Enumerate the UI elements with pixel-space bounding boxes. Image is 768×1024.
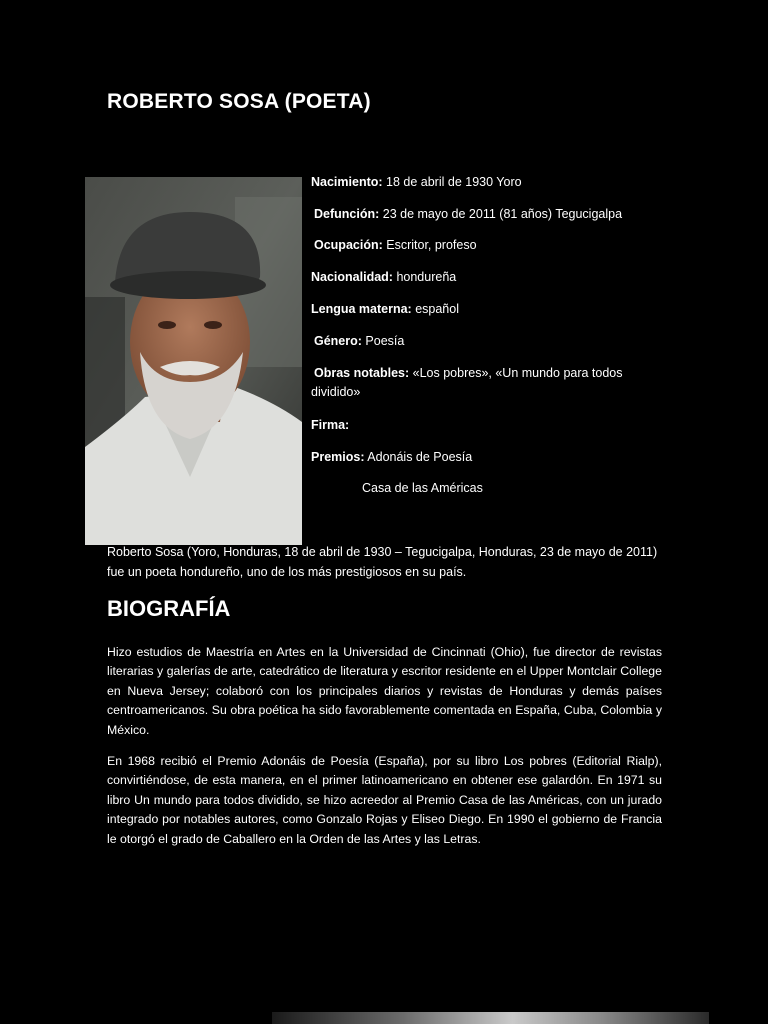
- fact-value: 23 de mayo de 2011 (81 años) Tegucigalpa: [379, 207, 623, 221]
- fact-value: 18 de abril de 1930 Yoro: [382, 175, 522, 189]
- fact-value: Poesía: [361, 334, 405, 348]
- fact-value: «Los pobres», «Un mundo para todos dividido»: [311, 366, 623, 399]
- fact-value: español: [411, 302, 459, 316]
- biography-heading: BIOGRAFÍA: [107, 596, 231, 621]
- fact-value: Casa de las Américas: [362, 481, 483, 495]
- page-title: ROBERTO SOSA (POETA): [107, 90, 371, 113]
- fact-lengua: [311, 300, 459, 319]
- fact-premios: [311, 448, 472, 467]
- fact-nacionalidad: [311, 268, 456, 287]
- fact-label: Lengua materna:: [311, 302, 412, 316]
- next-page-image-edge: [272, 1012, 709, 1024]
- fact-value: Adonáis de Poesía: [364, 450, 473, 464]
- fact-label: Premios:: [311, 450, 365, 464]
- fact-ocupacion: [314, 236, 477, 255]
- fact-label: Ocupación:: [314, 238, 383, 252]
- fact-value: Escritor, profeso: [382, 238, 477, 252]
- fact-label: Género:: [314, 334, 362, 348]
- fact-firma: [311, 416, 349, 435]
- fact-label: Firma:: [311, 418, 350, 432]
- fact-label: Defunción:: [314, 207, 380, 221]
- fact-genero: [314, 332, 404, 351]
- biography-paragraph-2: En 1968 recibió el Premio Adonáis de Poesía (España), por su libro Los pobres (Editorial Rialp), convirtiéndose, de esta manera, en el primer latinoamericano en obtener ese galardón. En 1971 su libro Un mundo para todos dividido, se hizo acreedor al Premio Casa de las Américas, con un jurado integrado por notables autores, como Gonzalo Rojas y Eliseo Diego. En 1990 el gobierno de Francia le otorgó el grado de Caballero en la Orden de las Artes y las Letras.: [107, 754, 662, 846]
- fact-label: Nacimiento:: [311, 175, 383, 189]
- portrait-photo: [85, 177, 302, 545]
- fact-nacimiento: [311, 173, 522, 192]
- fact-label: Obras notables:: [314, 366, 410, 380]
- fact-defuncion: [314, 205, 622, 224]
- fact-premios-2: [362, 479, 483, 498]
- fact-label: Nacionalidad:: [311, 270, 393, 284]
- intro-paragraph: Roberto Sosa (Yoro, Honduras, 18 de abril de 1930 – Tegucigalpa, Honduras, 23 de mayo de 2011) fue un poeta hondureño, uno de los más prestigiosos en su país.: [107, 545, 658, 579]
- fact-obras: [311, 364, 641, 402]
- fact-value: hondureña: [392, 270, 457, 284]
- biography-paragraph-1: Hizo estudios de Maestría en Artes en la Universidad de Cincinnati (Ohio), fue director de revistas literarias y galerías de arte, catedrático de literatura y escritor residente en el Upper Montclair College en Nueva Jersey; colaboró con los principales diarios y revistas de Honduras y demás países centroamericanos. Su obra poética ha sido favorablemente comentada en España, Cuba, Colombia y México.: [107, 645, 662, 737]
